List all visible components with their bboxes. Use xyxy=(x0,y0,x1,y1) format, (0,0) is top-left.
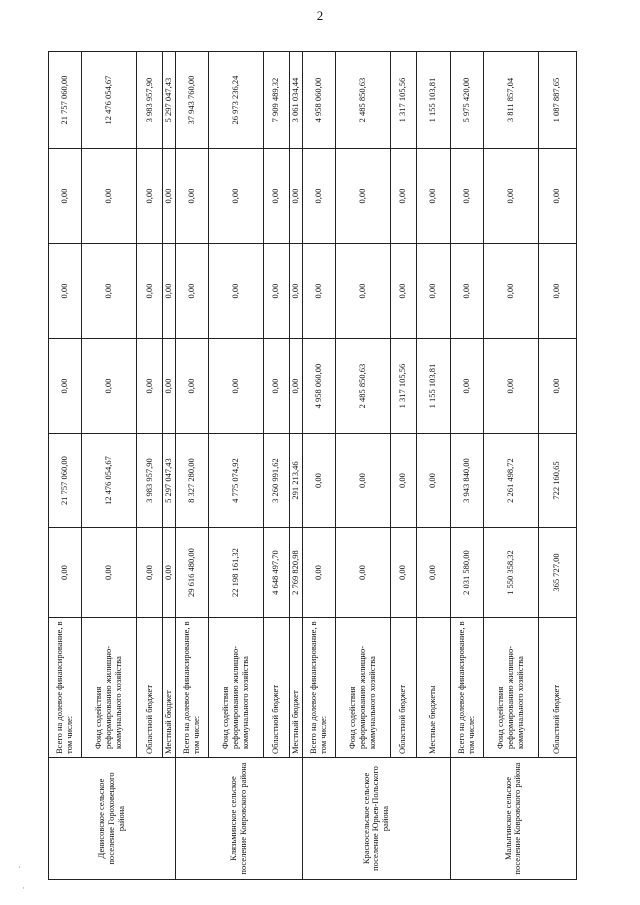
source-label: Всего на долевое финансирование, в том числе: xyxy=(49,618,82,758)
value-cell: 0,00 xyxy=(175,244,208,339)
table-row xyxy=(390,52,416,880)
table-row xyxy=(263,52,289,880)
total-cell: 2 485 850,63 xyxy=(335,52,390,149)
value-cell: 4 775 074,92 xyxy=(208,434,263,528)
total-cell: 4 958 060,00 xyxy=(302,52,335,149)
table-row xyxy=(82,52,137,880)
table-frame xyxy=(48,52,573,880)
value-cell: 0,00 xyxy=(416,149,450,244)
scan-speck: · xyxy=(18,862,21,872)
value-cell: 2 769 820,98 xyxy=(289,528,302,618)
value-cell: 0,00 xyxy=(163,244,176,339)
value-cell: 0,00 xyxy=(82,528,137,618)
source-label: Всего на долевое финансирование, в том числе: xyxy=(175,618,208,758)
source-label: Областной бюджет xyxy=(390,618,416,758)
value-cell: 0,00 xyxy=(390,244,416,339)
value-cell: 8 327 280,00 xyxy=(175,434,208,528)
value-cell: 0,00 xyxy=(483,149,538,244)
table-row xyxy=(335,52,390,880)
value-cell: 0,00 xyxy=(175,339,208,434)
value-cell: 0,00 xyxy=(483,339,538,434)
value-cell: 0,00 xyxy=(302,528,335,618)
value-cell: 1 155 103,81 xyxy=(416,339,450,434)
value-cell: 0,00 xyxy=(302,434,335,528)
value-cell: 2 031 580,00 xyxy=(450,528,483,618)
value-cell: 2 485 850,63 xyxy=(335,339,390,434)
financing-table xyxy=(48,51,577,880)
table-row xyxy=(137,52,163,880)
table-row xyxy=(49,52,82,880)
value-cell: 0,00 xyxy=(163,339,176,434)
total-cell: 5 297 047,43 xyxy=(163,52,176,149)
table-row xyxy=(289,52,302,880)
value-cell: 0,00 xyxy=(538,339,576,434)
value-cell: 21 757 060,00 xyxy=(49,434,82,528)
total-cell: 12 476 054,67 xyxy=(82,52,137,149)
value-cell: 0,00 xyxy=(137,244,163,339)
table-row xyxy=(163,52,176,880)
value-cell: 0,00 xyxy=(137,149,163,244)
value-cell: 0,00 xyxy=(137,339,163,434)
value-cell: 1 550 358,32 xyxy=(483,528,538,618)
value-cell: 0,00 xyxy=(163,528,176,618)
value-cell: 0,00 xyxy=(263,244,289,339)
value-cell: 0,00 xyxy=(208,149,263,244)
rotated-table-container xyxy=(48,52,573,880)
total-cell: 7 909 489,32 xyxy=(263,52,289,149)
total-cell: 1 317 105,56 xyxy=(390,52,416,149)
value-cell: 3 983 957,90 xyxy=(137,434,163,528)
total-cell: 21 757 060,00 xyxy=(49,52,82,149)
source-label: Фонд содействия реформированию жилищно-коммунального хозяйства xyxy=(335,618,390,758)
table-row xyxy=(450,52,483,880)
value-cell: 0,00 xyxy=(483,244,538,339)
table-row xyxy=(416,52,450,880)
value-cell: 0,00 xyxy=(208,339,263,434)
value-cell: 0,00 xyxy=(450,244,483,339)
value-cell: 0,00 xyxy=(335,244,390,339)
value-cell: 291 213,46 xyxy=(289,434,302,528)
source-label: Всего на долевое финансирование, в том числе: xyxy=(450,618,483,758)
value-cell: 722 160,65 xyxy=(538,434,576,528)
value-cell: 0,00 xyxy=(302,244,335,339)
settlement-name: Красносельское сельское поселение Юрьев-Польского района xyxy=(302,758,450,880)
value-cell: 0,00 xyxy=(302,149,335,244)
value-cell: 4 958 060,00 xyxy=(302,339,335,434)
total-cell: 1 155 103,81 xyxy=(416,52,450,149)
total-cell: 1 087 887,65 xyxy=(538,52,576,149)
value-cell: 0,00 xyxy=(538,149,576,244)
source-label: Областной бюджет xyxy=(263,618,289,758)
settlement-name: Малыгинское сельское поселение Ковровского района xyxy=(450,758,576,880)
scan-speck: · xyxy=(22,883,25,893)
value-cell: 0,00 xyxy=(49,149,82,244)
value-cell: 0,00 xyxy=(163,149,176,244)
source-label: Местный бюджет xyxy=(163,618,176,758)
total-cell: 3 061 034,44 xyxy=(289,52,302,149)
value-cell: 0,00 xyxy=(450,149,483,244)
value-cell: 0,00 xyxy=(49,339,82,434)
value-cell: 0,00 xyxy=(175,149,208,244)
total-cell: 5 975 420,00 xyxy=(450,52,483,149)
value-cell: 0,00 xyxy=(263,149,289,244)
value-cell: 0,00 xyxy=(289,339,302,434)
table-row xyxy=(175,52,208,880)
value-cell: 365 727,00 xyxy=(538,528,576,618)
total-cell: 3 983 957,90 xyxy=(137,52,163,149)
value-cell: 0,00 xyxy=(137,528,163,618)
value-cell: 0,00 xyxy=(208,244,263,339)
settlement-name: Денисовское сельское поселение Гороховецкого района xyxy=(49,758,176,880)
table-row xyxy=(538,52,576,880)
source-label: Всего на долевое финансирование, в том числе: xyxy=(302,618,335,758)
value-cell: 0,00 xyxy=(450,339,483,434)
value-cell: 0,00 xyxy=(335,149,390,244)
value-cell: 0,00 xyxy=(263,339,289,434)
value-cell: 0,00 xyxy=(289,244,302,339)
table-row xyxy=(208,52,263,880)
value-cell: 0,00 xyxy=(49,528,82,618)
value-cell: 0,00 xyxy=(390,434,416,528)
value-cell: 0,00 xyxy=(335,528,390,618)
value-cell: 0,00 xyxy=(49,244,82,339)
value-cell: 12 476 054,67 xyxy=(82,434,137,528)
value-cell: 2 261 498,72 xyxy=(483,434,538,528)
value-cell: 0,00 xyxy=(538,244,576,339)
value-cell: 0,00 xyxy=(82,244,137,339)
value-cell: 0,00 xyxy=(416,528,450,618)
value-cell: 0,00 xyxy=(416,244,450,339)
page-number: 2 xyxy=(316,8,324,23)
source-label: Фонд содействия реформированию жилищно-коммунального хозяйства xyxy=(483,618,538,758)
value-cell: 0,00 xyxy=(289,149,302,244)
source-label: Местные бюджеты xyxy=(416,618,450,758)
value-cell: 0,00 xyxy=(82,149,137,244)
table-row xyxy=(483,52,538,880)
total-cell: 3 811 857,04 xyxy=(483,52,538,149)
value-cell: 3 260 991,62 xyxy=(263,434,289,528)
source-label: Областной бюджет xyxy=(538,618,576,758)
value-cell: 0,00 xyxy=(82,339,137,434)
source-label: Фонд содействия реформированию жилищно-коммунального хозяйства xyxy=(82,618,137,758)
value-cell: 29 616 480,00 xyxy=(175,528,208,618)
total-cell: 26 973 236,24 xyxy=(208,52,263,149)
value-cell: 0,00 xyxy=(416,434,450,528)
value-cell: 0,00 xyxy=(335,434,390,528)
value-cell: 0,00 xyxy=(390,528,416,618)
value-cell: 4 648 497,70 xyxy=(263,528,289,618)
value-cell: 1 317 105,56 xyxy=(390,339,416,434)
value-cell: 0,00 xyxy=(390,149,416,244)
value-cell: 5 297 047,43 xyxy=(163,434,176,528)
value-cell: 3 943 840,00 xyxy=(450,434,483,528)
settlement-name: Клязьминское сельское поселение Ковровского района xyxy=(175,758,302,880)
total-cell: 37 943 760,00 xyxy=(175,52,208,149)
source-label: Местный бюджет xyxy=(289,618,302,758)
source-label: Фонд содействия реформированию жилищно-коммунального хозяйства xyxy=(208,618,263,758)
source-label: Областной бюджет xyxy=(137,618,163,758)
table-row xyxy=(302,52,335,880)
value-cell: 22 198 161,32 xyxy=(208,528,263,618)
